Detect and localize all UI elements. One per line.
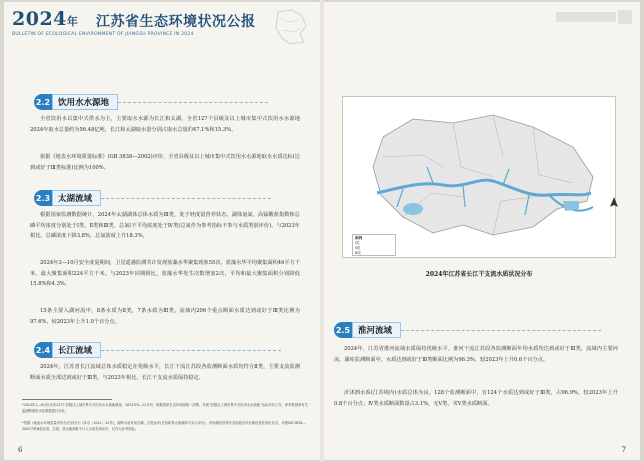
legend-item: Ⅱ类 bbox=[355, 246, 361, 250]
paragraph: 15条主要入湖河流中，8条水质为Ⅱ类，7条水质为Ⅲ类。流域内206个重点断面水质达到或好于Ⅲ类比例为97.6%，较2023年上升1.0个百分点。 bbox=[30, 308, 300, 325]
page-number: 6 bbox=[18, 446, 23, 454]
page-number: 7 bbox=[621, 446, 626, 454]
section-title: 淮河流域 bbox=[352, 322, 401, 338]
section-title: 饮用水水源地 bbox=[52, 94, 118, 110]
section-divider bbox=[101, 198, 271, 199]
paragraph: 2024年3—10月安全度夏期间，卫星遥感监测共计发现蓝藻水华聚集现象55次，蓝藻水华平均聚集面积46平方千米，最大聚集面积224平方千米。与2023年同期相比，蓝藻水华发生次数增加2次，平均和最大聚集面积分别降低15.8%和4.3%。 bbox=[30, 260, 300, 287]
legend-item: Ⅲ类 bbox=[355, 251, 362, 255]
section-header-2-4 bbox=[34, 342, 281, 358]
page-header bbox=[10, 8, 314, 50]
legend-title: 图例 bbox=[355, 236, 363, 240]
section-title: 太湖流域 bbox=[52, 190, 101, 206]
header-subtitle: BULLETIN OF ECOLOGICAL ENVIRONMENT OF JIANGSU PROVINCE IN 2024 bbox=[12, 32, 194, 37]
section-header-2-5 bbox=[334, 322, 601, 338]
header-year: 2024年 bbox=[12, 8, 79, 30]
header-watermark-icon bbox=[554, 8, 634, 44]
footnote-rule bbox=[22, 399, 112, 400]
section-header-2-3 bbox=[34, 190, 271, 206]
paragraph: 全省饮用水以集中式供水为主，主要取水水源为长江和太湖。全省127个县级及以上城市集中式饮用水水源地2024年取水总量约为56.48亿吨，长江和太湖取水量分别占取水总量的47.1%和15.3%。 bbox=[30, 116, 300, 133]
right-page bbox=[324, 2, 640, 460]
section-header-2-2 bbox=[34, 94, 268, 110]
paragraph: 2024年，江苏省淮河流域水质保持优级水平。淮河干流江苏段各监测断面年均水质均达到或好于Ⅲ类，流域内主要河流、湖库监测断面中，水质达到或好于Ⅲ类断面比例为96.3%，较2023年上升0.6个百分点。 bbox=[334, 346, 618, 363]
map-caption: 2024年江苏省长江干支流水质状况分布 bbox=[425, 271, 533, 278]
paragraph: 2024年，江苏省长江流域总体水质稳定在优级水平，长江干流江苏段各监测断面水质均符合Ⅱ类，主要支流监测断面水质全部达到或好于Ⅲ类，与2023年相比，长江干支流水质保持稳定。 bbox=[30, 364, 300, 381]
header-year-suffix: 年 bbox=[66, 15, 79, 28]
section-divider bbox=[401, 330, 601, 331]
section-number: 2.3 bbox=[34, 190, 52, 206]
legend-item: Ⅰ类 bbox=[355, 241, 360, 245]
footnote: *2024年1—8月份全省127个县级以上城市集中式饮用水水源地调查。2024年9—12月份，根据国家生态环境部统一部署，开展“县级以上城市集中式饮用水水源地”达标评价工作，即采集国家有关监测断面的水质数据进行评价。 bbox=[22, 403, 308, 413]
section-divider bbox=[101, 350, 281, 351]
paragraph: 依据《地表水环境质量标准》(GB 3838—2002)评价，全省县级及以上城市集中式饮用水水源地取水水质达标(达到或好于Ⅲ类标准)比例为100%。 bbox=[30, 154, 300, 171]
paragraph: 根据国家监测数据统计，2024年太湖湖体总体水质为Ⅲ类，处于轻度富营养状态。湖体氨氮、高锰酸盐指数和总磷平均浓度分别处于Ⅰ类、Ⅱ类和Ⅲ类，总氮(不平均浓度处于Ⅳ类(总氮作为参考指标不参与水质类别评价)。与2023年相比，总磷浓度下降3.8%，总氮浓度上升18.3%。 bbox=[30, 212, 300, 239]
north-arrow-icon bbox=[609, 197, 619, 211]
section-title: 长江流域 bbox=[52, 342, 101, 358]
section-number: 2.4 bbox=[34, 342, 52, 358]
province-map-icon bbox=[270, 8, 310, 46]
footnote: *依据《地表水环境质量评价办法(试行)》(环办〔2011〕22号)，湖库水质采用总磷、总氮参评(总氮和粪大肠菌群不参与评价)，采用湖泊营养状态指数法评价湖泊富营养化状态，对照GB 3838—2002中的Ⅲ类标准，总氮、粪大肠菌群不计入水质类别评价，仅作为参考指标。 bbox=[22, 421, 306, 431]
section-number: 2.5 bbox=[334, 322, 352, 338]
header-title: 江苏省生态环境状况公报 bbox=[96, 14, 256, 30]
left-page bbox=[4, 2, 320, 460]
paragraph: 沂沭泗水系(江苏境内)水质总体为良。128个监测断面中，有124个水质达到或好于Ⅲ类，占96.9%，较2023年上升0.8个百分点；Ⅳ类水质断面数量占3.1%，无Ⅴ类、劣Ⅴ类水质断面。 bbox=[334, 390, 618, 407]
section-divider bbox=[118, 102, 268, 103]
map-legend bbox=[352, 234, 396, 256]
section-number: 2.2 bbox=[34, 94, 52, 110]
